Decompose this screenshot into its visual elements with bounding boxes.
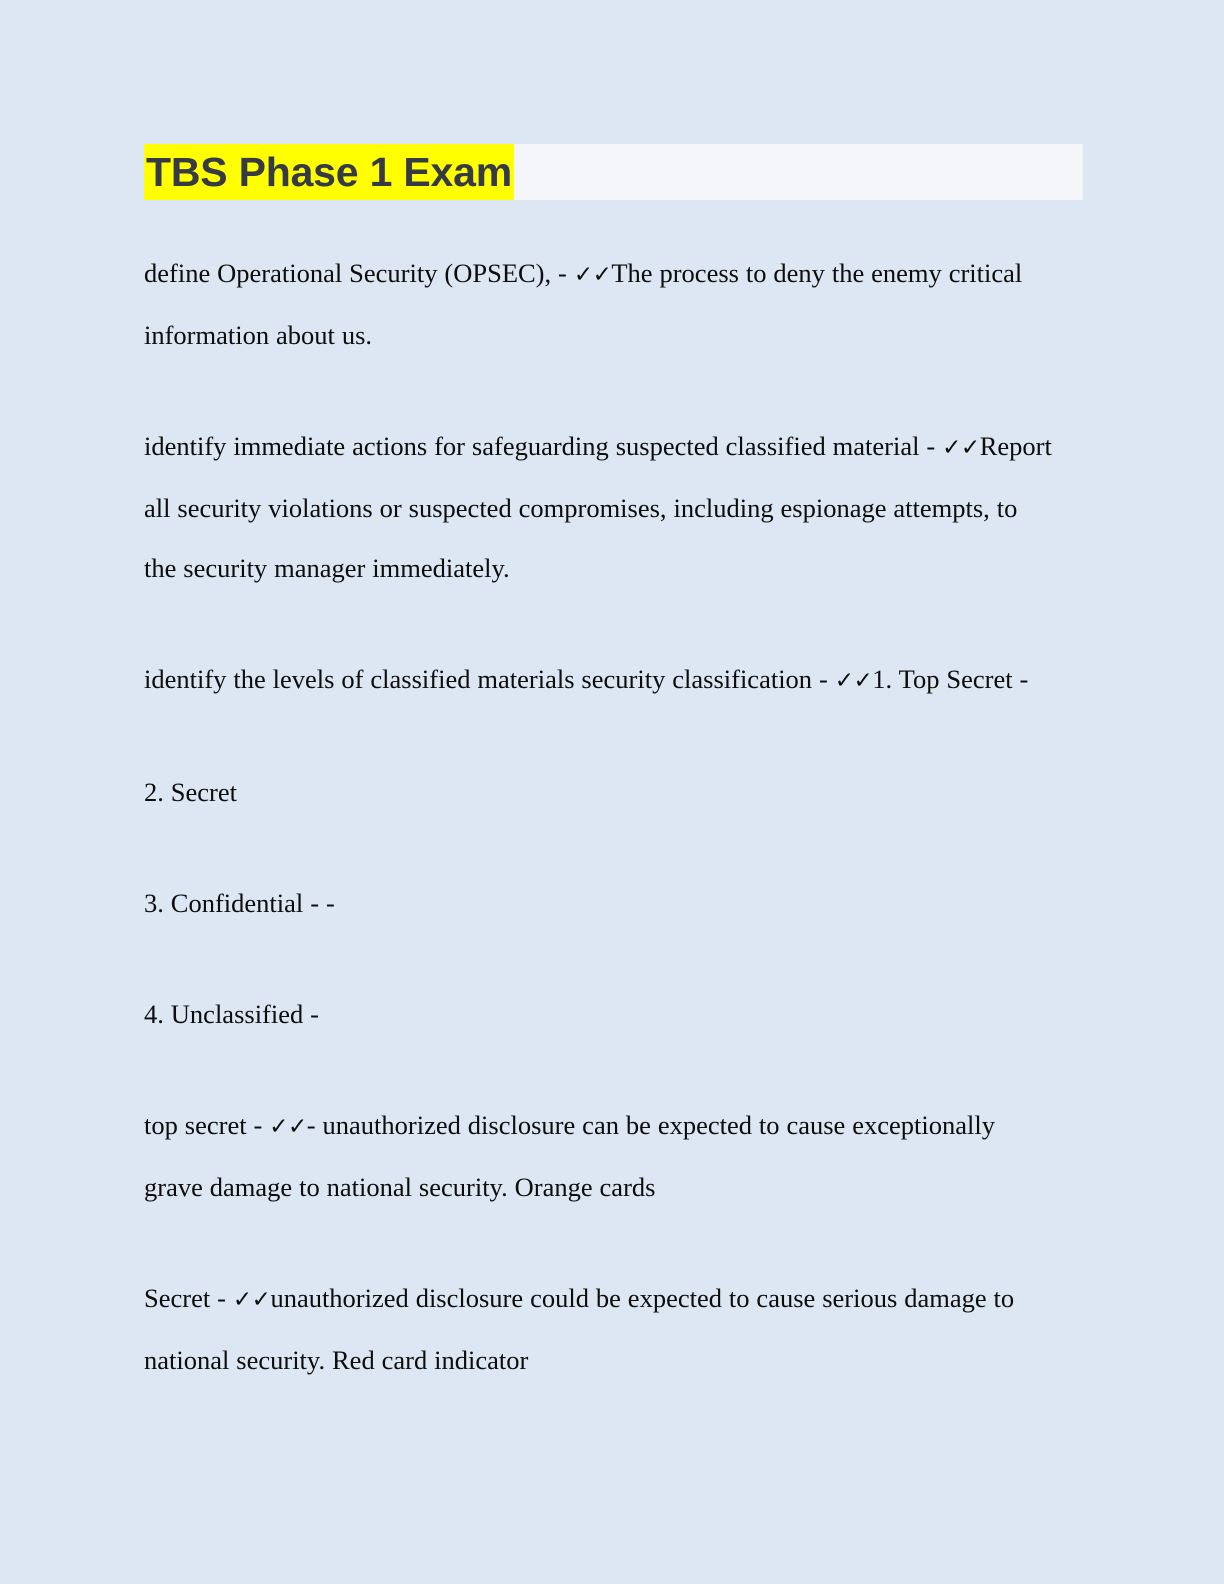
page-title: TBS Phase 1 Exam — [144, 144, 514, 200]
paragraph-classification-levels — [144, 649, 1056, 711]
paragraph-prompt: top secret - — [144, 1110, 270, 1140]
paragraph-opsec — [144, 243, 1056, 365]
paragraph-prompt: Secret - — [144, 1283, 233, 1313]
check-mark-icon: ✓✓ — [269, 1114, 307, 1140]
paragraph-answer: 3. Confidential - - — [144, 888, 335, 918]
check-mark-icon: ✓✓ — [834, 668, 873, 694]
paragraph-answer: 4. Unclassified - — [144, 999, 320, 1029]
paragraph-safeguarding-classified — [144, 416, 1056, 598]
paragraph-level-2 — [144, 762, 1056, 822]
paragraph-answer: The process to deny the enemy critical information about us. — [144, 258, 1023, 350]
paragraph-answer: - unauthorized disclosure can be expected to cause exceptionally grave damage to national security. Orange cards — [144, 1110, 995, 1202]
paragraph-answer: 1. Top Secret - — [872, 664, 1029, 694]
paragraph-prompt: identify the levels of classified materials security classification - — [144, 664, 835, 694]
check-mark-icon: ✓✓ — [573, 262, 612, 288]
paragraph-answer: 2. Secret — [144, 777, 238, 807]
document-body — [144, 243, 1056, 1390]
paragraph-prompt: define Operational Security (OPSEC), - — [144, 258, 574, 288]
paragraph-level-3 — [144, 873, 1056, 933]
check-mark-icon: ✓✓ — [232, 1287, 271, 1313]
paragraph-secret-definition — [144, 1268, 1056, 1390]
title-band — [144, 144, 1083, 200]
check-mark-icon: ✓✓ — [942, 435, 980, 461]
paragraph-answer: unauthorized disclosure could be expected to cause serious damage to national security. Red card indicator — [144, 1283, 1015, 1375]
paragraph-top-secret-definition — [144, 1095, 1056, 1217]
paragraph-answer: Report all security violations or suspected compromises, including espionage attempts, to the security manager immediately. — [144, 431, 1052, 583]
paragraph-prompt: identify immediate actions for safeguarding suspected classified material - — [144, 431, 943, 461]
paragraph-level-4 — [144, 984, 1056, 1044]
